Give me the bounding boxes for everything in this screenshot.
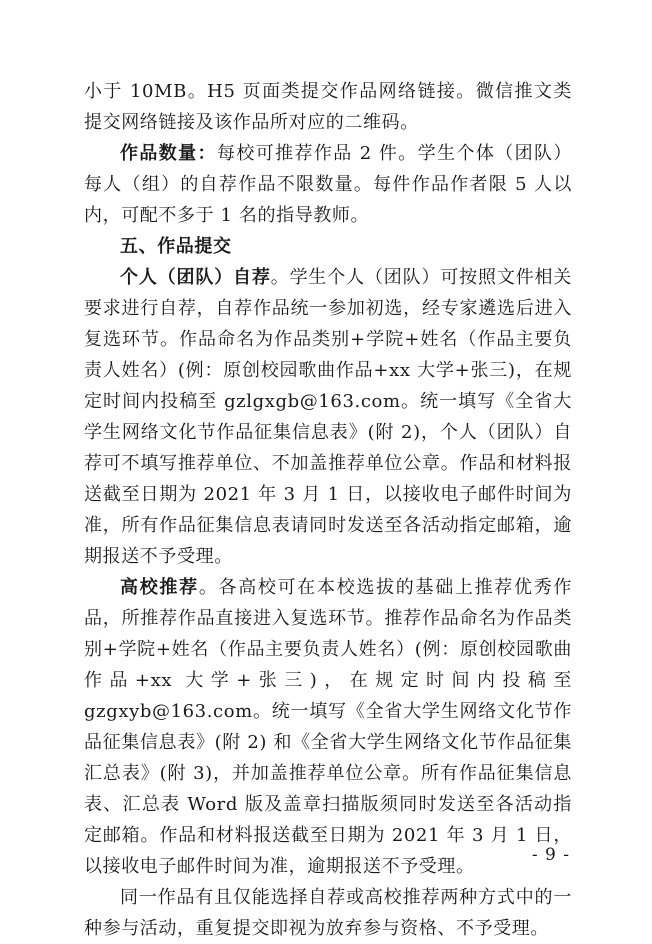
paragraph-text: 。各高校可在本校选拔的基础上推荐优秀作品，所推荐作品直接进入复选环节。推荐作品命名为作品类别+学院+姓名（作品主要负责人姓名）(例：原创校园歌曲作品+xx 大学+张三)，在规定时间内投稿至 gzgxyb@163.com。统一填写《全省大学生网络文化节作品征集信息表》(附 2) 和《全省大学生网络文化节作品征集汇总表》(附 3)，并加盖推荐单位公章。所有作品征集信息表、汇总表 Word 版及盖章扫描版须同时发送至各活动指定邮箱。作品和材料报送截至日期为 2021 年 3 月 1 日，以接收电子邮件时间为准，逾期报送不予受理。 (84, 577, 573, 877)
paragraph-lead: 个人（团队）自荐 (120, 267, 271, 288)
paragraph-university-recommendation (84, 572, 572, 882)
section-heading-submission: 五、作品提交 (120, 236, 232, 257)
paragraph-text: 每校可推荐作品 2 件。学生个体（团队）每人（组）的自荐作品不限数量。每件作品作者限 5 人以内，可配不多于 1 名的指导教师。 (84, 143, 572, 226)
page-number: - 9 - (531, 845, 570, 865)
document-body (84, 76, 572, 944)
paragraph-self-recommendation (84, 262, 572, 572)
paragraph-text: 同一作品有且仅能选择自荐或高校推荐两种方式中的一种参与活动，重复提交即视为放弃参与资格、不予受理。 (84, 887, 572, 939)
paragraph-text: 。学生个人（团队）可按照文件相关要求进行自荐，自荐作品统一参加初选，经专家遴选后进入复选环节。作品命名为作品类别+学院+姓名（作品主要负责人姓名）(例：原创校园歌曲作品+xx 大学+张三)，在规定时间内投稿至 gzlgxgb@163.com。统一填写《全省大学生网络文化节作品征集信息表》(附 2)，个人（团队）自荐可不填写推荐单位、不加盖推荐单位公章。作品和材料报送截至日期为 2021 年 3 月 1 日，以接收电子邮件时间为准，所有作品征集信息表请同时发送至各活动指定邮箱，逾期报送不予受理。 (84, 267, 572, 567)
paragraph-single-method-rule (84, 882, 572, 944)
paragraph-text: 小于 10MB。H5 页面类提交作品网络链接。微信推文类提交网络链接及该作品所对应的二维码。 (84, 81, 572, 133)
paragraph-lead: 高校推荐 (120, 577, 199, 598)
paragraph-file-requirements (84, 76, 572, 138)
paragraph-work-quantity (84, 138, 572, 231)
paragraph-lead: 作品数量： (120, 143, 217, 164)
